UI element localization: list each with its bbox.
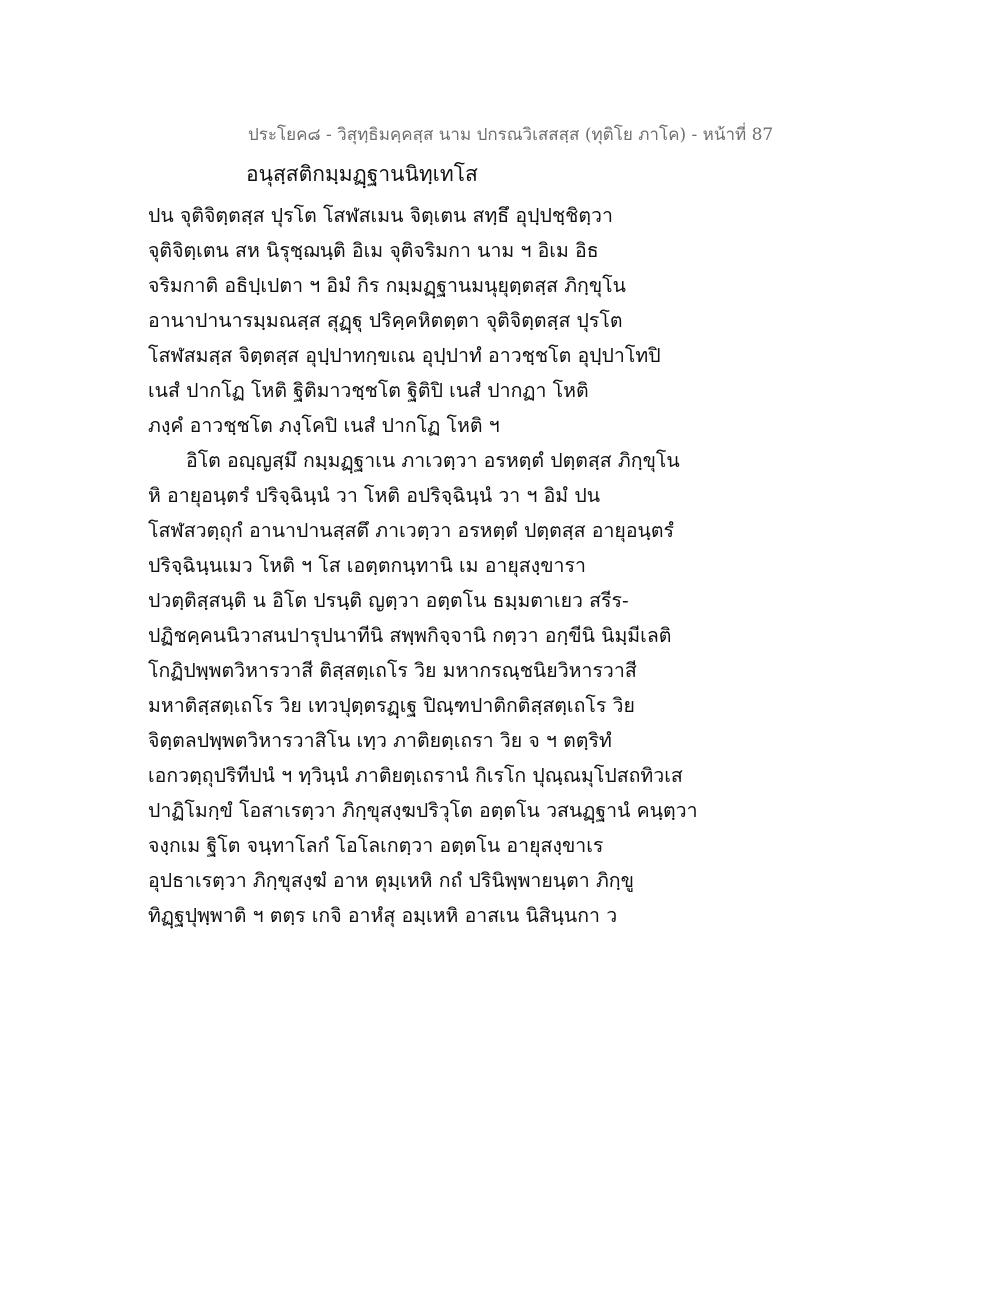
text-line: ปน จุติจิตฺตสฺส ปุรโต โสฬสเมน จิตฺเตน สทฺธึ อุปฺปชฺชิตฺวา xyxy=(148,204,613,227)
text-line: เอกวตฺถุปริทีปนํ ฯ ทฺวินฺนํ ภาติยตฺเถรานํ กิเรโก ปุณฺณมุโปสถทิวเส xyxy=(148,764,683,787)
section-title: อนุสฺสติกมฺมฏฺฐานนิทฺเทโส xyxy=(246,162,478,186)
body-text xyxy=(148,198,708,933)
text-line: ปาฏิโมกฺขํ โอสาเรตฺวา ภิกฺขุสงฺฆปริวุโต อตฺตโน วสนฏฺฐานํ คนฺตฺวา xyxy=(148,799,698,822)
text-line: จุติจิตฺเตน สห นิรุชฺฌนฺติ อิเม จุติจริมกา นาม ฯ อิเม อิธ xyxy=(148,239,599,262)
text-line: ปริจฺฉินฺนเมว โหติ ฯ โส เอตฺตกนฺทานิ เม อายุสงฺขารา xyxy=(148,554,586,577)
text-line: ปฏิชคฺคนนิวาสนปารุปนาทีนิ สพฺพกิจฺจานิ กตฺวา อกฺขีนิ นิมฺมีเลติ xyxy=(148,624,672,647)
text-line: จงฺกเม ฐิโต จนฺทาโลกํ โอโลเกตฺวา อตฺตโน อายุสงฺขาเร xyxy=(148,834,604,857)
text-line: อานาปานารมฺมณสฺส สุฏฺฐุ ปริคฺคหิตตฺตา จุติจิตฺตสฺส ปุรโต xyxy=(148,309,623,332)
text-line: ทิฏฺฐปุพฺพาติ ฯ ตตฺร เกจิ อาหํสุ อมฺเหหิ อาสเน นิสินฺนกา ว xyxy=(148,904,618,927)
text-line: โกฏิปพฺพตวิหารวาสี ติสฺสตฺเถโร วิย มหากรณฺชนิยวิหารวาสี xyxy=(148,659,637,682)
text-line: เนสํ ปากโฏ โหติ ฐิติมาวชฺชโต ฐิติปิ เนสํ ปากฏา โหติ xyxy=(148,379,589,402)
text-line: มหาติสฺสตฺเถโร วิย เทวปุตฺตรฏฺเฐ ปิณฺฑปาติกติสฺสตฺเถโร วิย xyxy=(148,694,635,717)
text-line: โสฬสวตฺถุกํ อานาปานสฺสตึ ภาเวตฺวา อรหตฺตํ ปตฺตสฺส อายุอนฺตรํ xyxy=(148,519,675,542)
running-header: ประโยค๘ - วิสุทฺธิมคฺคสฺส นาม ปกรณวิเสสสฺส (ทุติโย ภาโค) - หน้าที่ 87 xyxy=(248,125,774,145)
text-line: ภงฺคํ อาวชฺชโต ภงฺโคปิ เนสํ ปากโฏ โหติ ฯ xyxy=(148,414,500,437)
text-line: จริมกาติ อธิปฺเปตา ฯ อิมํ กิร กมฺมฏฺฐานมนุยุตฺตสฺส ภิกฺขุโน xyxy=(148,274,626,297)
text-line: หิ อายุอนฺตรํ ปริจฺฉินฺนํ วา โหติ อปริจฺฉินฺนํ วา ฯ อิมํ ปน xyxy=(148,484,601,507)
text-line: จิตฺตลปพฺพตวิหารวาสิโน เทฺว ภาติยตฺเถรา วิย จ ฯ ตตฺริทํ xyxy=(148,729,612,752)
text-line: อุปธาเรตฺวา ภิกฺขุสงฺฆํ อาห ตุมฺเหหิ กถํ ปรินิพฺพายนฺตา ภิกฺขู xyxy=(148,869,634,892)
text-line: โสฬสมสฺส จิตฺตสฺส อุปฺปาทกฺขเณ อุปฺปาทํ อาวชฺชโต อุปฺปาโทปิ xyxy=(148,344,661,367)
paragraph-start-line: อิโต อญฺญสฺมึ กมฺมฏฺฐาเน ภาเวตฺวา อรหตฺตํ ปตฺตสฺส ภิกฺขุโน xyxy=(186,449,680,472)
text-line: ปวตฺติสฺสนฺติ น อิโต ปรนฺติ ญตฺวา อตฺตโน ธมฺมตาเยว สรีร- xyxy=(148,589,629,612)
